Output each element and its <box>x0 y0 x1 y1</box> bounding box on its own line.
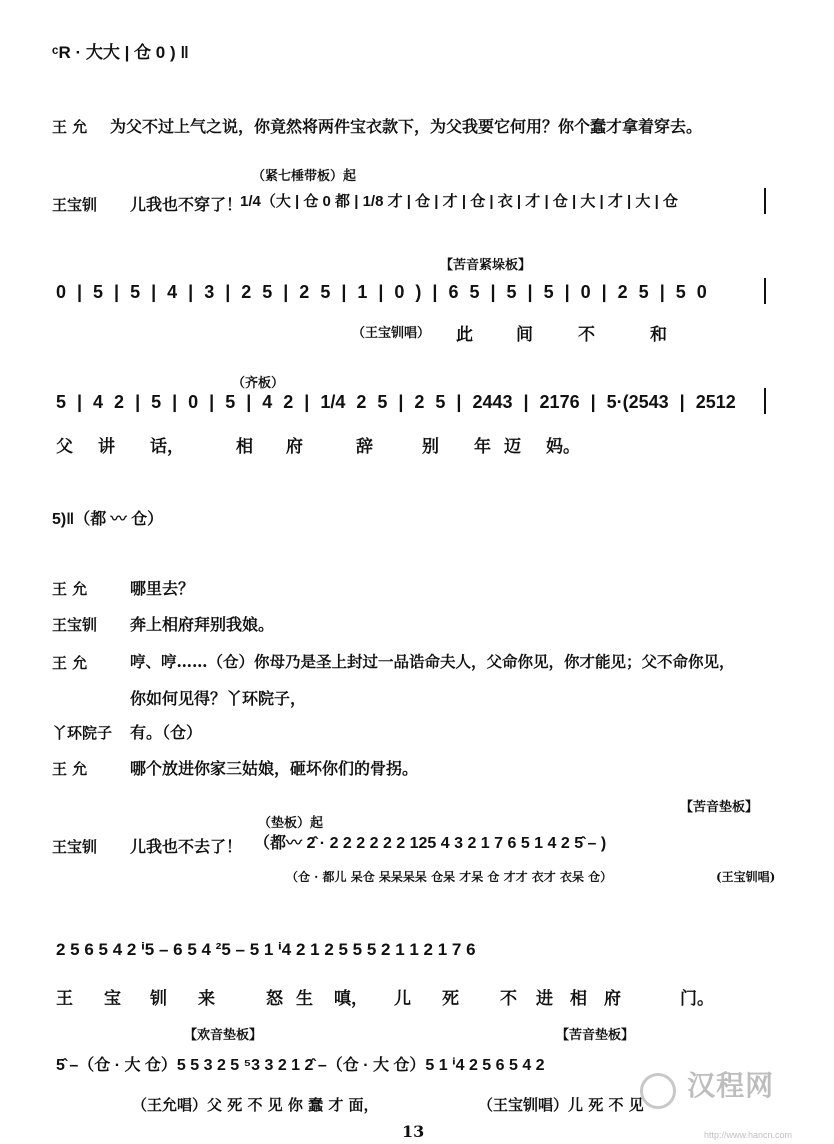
lyric: 此 <box>456 325 473 345</box>
barline <box>764 278 766 304</box>
lyric: 来 <box>198 989 215 1009</box>
score-line-7: 5̂ –（仓 · 大 仓）5 5 3 2 5 ⁵3 3 2 1 2̂ –（仓 · 大 仓）5 1 ⁱ4 2 5 6 5 4 2 <box>56 1057 545 1074</box>
singer-label: (王宝钏唱) <box>716 870 776 884</box>
dialogue-text: 哼、哼……（仓）你母乃是圣上封过一品诰命夫人，父命你见，你才能见；父不命你见， <box>130 652 735 671</box>
barline <box>764 388 766 414</box>
lyric: 年 <box>474 437 491 457</box>
lyric: 儿 <box>394 989 411 1009</box>
lyric: 话， <box>150 437 184 457</box>
lyric: 不 <box>500 989 517 1009</box>
top-score: ᶜR · 大大 | 仓 0 ) ‖ <box>52 43 189 62</box>
singer-label: （王宝钏唱） <box>352 326 431 341</box>
page-number: 13 <box>402 1122 425 1141</box>
watermark-logo <box>640 1064 774 1109</box>
speaker: 王宝钏 <box>52 196 98 214</box>
lyric: 进 <box>536 989 553 1009</box>
lyric: 相 <box>570 989 587 1009</box>
dialogue-speaker: 丫环院子 <box>52 724 113 742</box>
barline <box>764 188 766 214</box>
speech: 儿我也不穿了！ <box>130 195 243 214</box>
lyric: 相 <box>236 437 253 457</box>
lyric: 王 <box>56 989 73 1009</box>
dialogue-text-continued: 你如何见得？丫环院子， <box>130 689 307 708</box>
score-line-3: 5 | 4 2 | 5 | 0 | 5 | 4 2 | 1/4 2 5 | 2 5 | 2443 | 2176 | 5·(2543 | 2512 <box>56 392 736 412</box>
dialogue-text: 为父不过上气之说，你竟然将两件宝衣款下，为父我要它何用？你个蠢才拿着穿去。 <box>110 117 703 136</box>
lyric: 死 <box>442 989 459 1009</box>
lyric: 不 <box>578 325 595 345</box>
lyric: 讲 <box>98 437 115 457</box>
lyric: 和 <box>650 325 667 345</box>
lyric: 门。 <box>680 989 714 1009</box>
lyric: 别 <box>422 437 439 457</box>
dialogue-speaker: 王 允 <box>52 760 88 778</box>
lyric: 怒 <box>266 989 283 1009</box>
lyric: 妈。 <box>546 437 580 457</box>
dialogue-text: 哪里去？ <box>130 579 195 598</box>
lyric: 钏 <box>150 989 167 1009</box>
watermark-icon <box>640 1073 676 1109</box>
lyric: 府 <box>604 989 621 1009</box>
lyrics-right: （王宝钏唱）儿 死 不 见 <box>478 1096 644 1114</box>
board-label: （紧七棰带板）起 <box>252 169 357 184</box>
lyric: 父 <box>56 437 73 457</box>
dialogue-text: 哪个放进你家三姑娘，砸坏你们的骨拐。 <box>130 759 419 778</box>
lyric: 嗔， <box>334 989 368 1009</box>
lyric: 宝 <box>104 989 121 1009</box>
lyric: 府 <box>286 437 303 457</box>
board-label-left: 【欢音垫板】 <box>184 1028 263 1043</box>
percussion-line: （仓 · 都儿 呆仓 呆呆呆呆 仓呆 才呆 仓 才才 衣才 衣呆 仓） <box>286 870 613 884</box>
speaker: 王宝钏 <box>52 838 98 856</box>
watermark-url: http://www.hancn.com <box>704 1130 793 1140</box>
score-line-2: 0 | 5 | 5 | 4 | 3 | 2 5 | 2 5 | 1 | 0 ) | 6 5 | 5 | 5 | 0 | 2 5 | 5 0 <box>56 282 707 302</box>
dialogue-text: 有。（仓） <box>130 723 203 742</box>
score-line-6: 2 5 6 5 4 2 ⁱ5 – 6 5 4 ²5 – 5 1 ⁱ4 2 1 2 5 5 5 2 1 1 2 1 7 6 <box>56 940 476 959</box>
board-label-right: 【苦音垫板】 <box>556 1028 635 1043</box>
dialogue-speaker: 王 允 <box>52 654 88 672</box>
lyric: 生 <box>296 989 313 1009</box>
score-line-4: 5)‖（都 〰 仓） <box>52 511 164 528</box>
dialogue-speaker: 王 允 <box>52 118 88 136</box>
score-line-1: 1/4（大 | 仓 0 都 | 1/8 才 | 仓 | 才 | 仓 | 衣 | 才 | 仓 | 大 | 才 | 大 | 仓 <box>240 193 678 210</box>
board-label: （齐板） <box>232 376 285 391</box>
board-label-right: 【苦音垫板】 <box>680 800 759 815</box>
dialogue-speaker: 王宝钏 <box>52 616 98 634</box>
lyric: 迈 <box>504 437 521 457</box>
dialogue-speaker: 王 允 <box>52 580 88 598</box>
lyric: 间 <box>516 325 533 345</box>
board-label: 【苦音紧垛板】 <box>440 258 532 273</box>
watermark-text: 汉程网 <box>687 1070 775 1101</box>
board-label: （垫板）起 <box>258 816 324 831</box>
lyric: 辞 <box>356 437 373 457</box>
dialogue-text: 奔上相府拜别我娘。 <box>130 615 275 634</box>
score-line-5: （都〰 2̂ · 2 2 2 2 2 2 125 4 3 2 1 7 6 5 1 4 2 5̂ – ) <box>254 835 607 852</box>
lyrics-left: （王允唱）父 死 不 见 你 蠢 才 面， <box>132 1096 379 1114</box>
speech: 儿我也不去了！ <box>130 837 243 856</box>
